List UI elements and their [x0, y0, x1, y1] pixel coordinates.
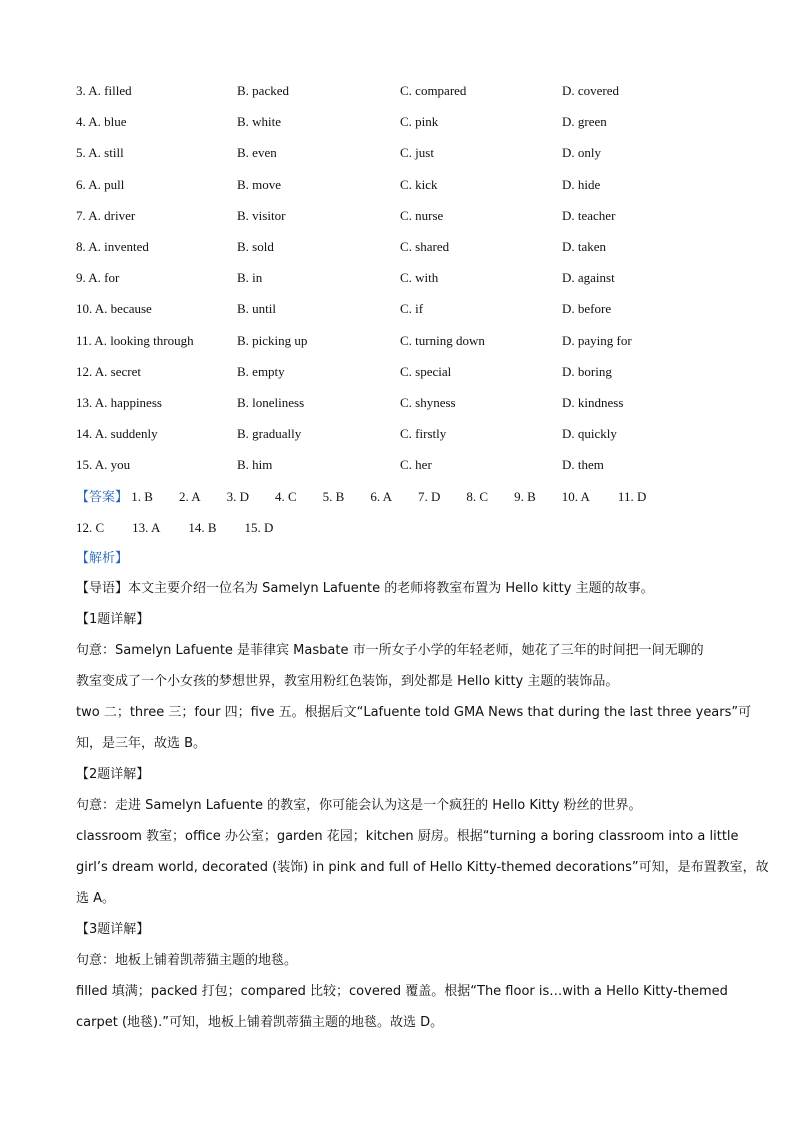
option-cell: B. until	[237, 301, 277, 317]
option-cell: B. picking up	[237, 332, 308, 348]
option-row	[76, 144, 736, 175]
explanation-line: 教室变成了一个小女孩的梦想世界，教室用粉红色装饰，到处都是 Hello kitty 主题的装饰品。	[76, 674, 619, 689]
answer-item: 1. B	[131, 489, 153, 504]
option-cell: 3. A. filled	[76, 83, 132, 98]
option-cell: 13. A. happiness	[76, 394, 162, 410]
option-cell: 8. A. invented	[76, 238, 149, 254]
option-cell: C. kick	[400, 176, 438, 192]
option-cell: C. if	[400, 301, 424, 317]
answer-item: 15. D	[244, 520, 274, 535]
q1-explanation	[76, 642, 752, 766]
option-cell: B. move	[237, 176, 282, 192]
option-cell: C. just	[400, 145, 434, 161]
analysis-label: 【解析】	[76, 551, 129, 566]
explanation-line: filled 填满；packed 打包；compared 比较；covered 覆盖。根据“The floor is…with a Hello Kitty-themed	[76, 984, 728, 999]
option-cell: D. them	[562, 457, 604, 473]
answer-item: 3. D	[226, 489, 249, 504]
option-cell: C. pink	[400, 114, 439, 130]
option-row	[76, 176, 736, 207]
explanation-line: 句意：地板上铺着凯蒂猫主题的地毯。	[76, 953, 298, 968]
option-cell: D. only	[562, 145, 601, 161]
option-cell: B. visitor	[237, 207, 286, 223]
answer-item: 11. D	[617, 489, 647, 504]
explanation-line: 选 A。	[76, 891, 116, 906]
option-row	[76, 269, 736, 300]
option-cell: D. green	[562, 114, 607, 130]
option-cell: C. shared	[400, 238, 450, 254]
option-row	[76, 363, 736, 394]
option-row	[76, 456, 736, 487]
option-cell: C. nurse	[400, 207, 444, 223]
option-cell: B. gradually	[237, 426, 302, 442]
guide-text: 本文主要介绍一位名为 Samelyn Lafuente 的老师将教室布置为 Hello kitty 主题的故事。	[128, 581, 654, 596]
guide-label: 【导语】	[76, 581, 129, 596]
option-row	[76, 300, 736, 331]
option-row	[76, 82, 736, 113]
option-row	[76, 425, 736, 456]
explanation-line: girl’s dream world, decorated (装饰) in pink and full of Hello Kitty-themed decorations”可知，是布置教室，故	[76, 860, 769, 875]
answer-line-1	[76, 488, 736, 519]
answer-item: 7. D	[418, 489, 441, 504]
option-cell: 6. A. pull	[76, 176, 125, 192]
option-cell: 10. A. because	[76, 301, 152, 317]
option-cell: 7. A. driver	[76, 207, 136, 223]
answer-section	[76, 488, 736, 550]
option-cell: D. kindness	[562, 394, 624, 410]
option-row	[76, 113, 736, 144]
option-cell: B. packed	[237, 83, 289, 98]
explanation-line: 知，是三年，故选 B。	[76, 736, 207, 751]
option-cell: B. loneliness	[237, 394, 305, 410]
option-row	[76, 207, 736, 238]
answer-item: 9. B	[514, 489, 536, 504]
option-cell: B. him	[237, 457, 273, 473]
answer-item: 8. C	[466, 489, 489, 504]
option-cell: C. special	[400, 363, 452, 379]
option-row	[76, 332, 736, 363]
option-cell: B. empty	[237, 363, 285, 379]
option-cell: B. white	[237, 114, 282, 130]
explanation-line: classroom 教室；office 办公室；garden 花园；kitchen 厨房。根据“turning a boring classroom into a little	[76, 829, 739, 844]
answer-line-2	[76, 519, 736, 550]
answer-item: 14. B	[188, 520, 217, 535]
q1-heading: 【1题详解】	[76, 612, 150, 627]
option-cell: C. shyness	[400, 394, 456, 410]
q2-explanation	[76, 797, 769, 921]
option-cell: 15. A. you	[76, 457, 131, 473]
option-cell: B. sold	[237, 238, 274, 254]
option-cell: D. boring	[562, 363, 612, 379]
answer-item: 4. C	[275, 489, 297, 504]
analysis-section	[76, 549, 769, 1045]
q3-explanation	[76, 952, 726, 1045]
option-cell: D. covered	[562, 83, 620, 98]
option-cell: 4. A. blue	[76, 114, 127, 130]
option-cell: C. firstly	[400, 426, 447, 442]
explanation-line: carpet (地毯).”可知，地板上铺着凯蒂猫主题的地毯。故选 D。	[76, 1015, 444, 1030]
guide-line	[76, 580, 726, 611]
q2-heading: 【2题详解】	[76, 767, 150, 782]
option-cell: C. with	[400, 270, 439, 286]
option-cell: 11. A. looking through	[76, 332, 194, 348]
explanation-line: two 二；three 三；four 四；five 五。根据后文“Lafuente told GMA News that during the last three years”可	[76, 705, 752, 720]
option-cell: C. turning down	[400, 332, 485, 348]
answer-item: 6. A	[370, 489, 393, 504]
option-cell: 9. A. for	[76, 270, 120, 286]
answer-label: 【答案】	[76, 490, 129, 505]
q3-heading: 【3题详解】	[76, 922, 150, 937]
option-cell: B. in	[237, 270, 263, 286]
option-row	[76, 394, 736, 425]
option-cell: D. teacher	[562, 207, 616, 223]
answer-item: 13. A	[132, 520, 161, 535]
answer-item: 12. C	[76, 520, 105, 535]
option-cell: B. even	[237, 145, 277, 161]
answer-item: 2. A	[178, 489, 201, 504]
options-table	[76, 82, 736, 487]
option-cell: C. her	[400, 457, 432, 473]
option-row	[76, 238, 736, 269]
option-cell: 12. A. secret	[76, 363, 141, 379]
analysis-heading-line	[76, 549, 726, 580]
option-cell: D. quickly	[562, 426, 617, 442]
answer-item: 5. B	[322, 489, 345, 504]
answer-item: 10. A	[561, 489, 590, 504]
explanation-line: 句意：Samelyn Lafuente 是菲律宾 Masbate 市一所女子小学的年轻老师，她花了三年的时间把一间无聊的	[76, 643, 704, 658]
option-cell: D. hide	[562, 176, 601, 192]
option-cell: D. taken	[562, 238, 607, 254]
option-cell: D. before	[562, 301, 612, 317]
explanation-line: 句意：走进 Samelyn Lafuente 的教室，你可能会认为这是一个疯狂的 Hello Kitty 粉丝的世界。	[76, 798, 642, 813]
option-cell: D. paying for	[562, 332, 632, 348]
option-cell: C. compared	[400, 83, 467, 98]
option-cell: 14. A. suddenly	[76, 426, 158, 442]
option-cell: D. against	[562, 270, 615, 286]
option-cell: 5. A. still	[76, 145, 124, 161]
